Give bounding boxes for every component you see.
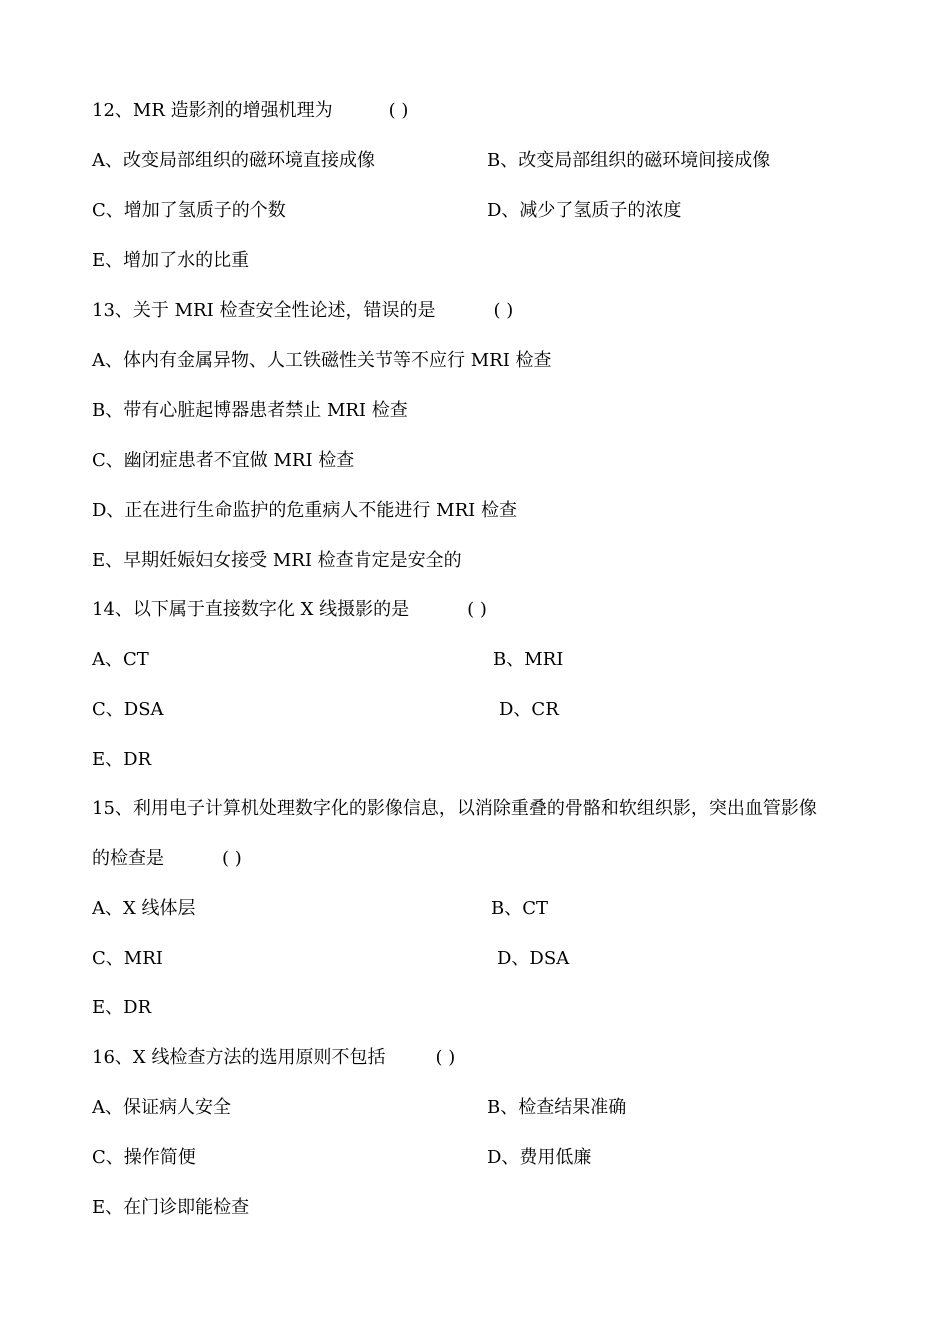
option-c: C、MRI <box>92 948 163 969</box>
option-c: C、增加了氢质子的个数 <box>92 200 286 221</box>
answer-parentheses: ( ) <box>388 100 409 121</box>
option-b: B、改变局部组织的磁环境间接成像 <box>487 150 771 171</box>
option-b: B、CT <box>491 898 549 919</box>
option-d: D、减少了氢质子的浓度 <box>487 200 682 221</box>
option-e: E、增加了水的比重 <box>92 250 250 271</box>
question-stem-text: 12、MR 造影剂的增强机理为 <box>92 100 333 121</box>
question-15-stem-line1: 15、利用电子计算机处理数字化的影像信息，以消除重叠的骨骼和软组织影，突出血管影像 <box>92 798 817 819</box>
option-e: E、DR <box>92 997 152 1018</box>
option-b: B、带有心脏起博器患者禁止 MRI 检查 <box>92 400 408 421</box>
option-a: A、体内有金属异物、人工铁磁性关节等不应行 MRI 检查 <box>92 350 552 371</box>
question-16-stem <box>92 1043 455 1073</box>
option-b: B、检查结果准确 <box>487 1097 627 1118</box>
question-13-stem <box>92 296 513 326</box>
option-a: A、CT <box>92 649 149 670</box>
option-c: C、DSA <box>92 699 164 720</box>
option-d: D、费用低廉 <box>487 1147 592 1168</box>
option-a: A、改变局部组织的磁环境直接成像 <box>92 150 375 171</box>
option-e: E、早期妊娠妇女接受 MRI 检查肯定是安全的 <box>92 550 462 571</box>
answer-parentheses: ( ) <box>435 1047 456 1068</box>
question-12-stem <box>92 96 408 126</box>
option-d: D、CR <box>499 699 559 720</box>
option-a: A、保证病人安全 <box>92 1097 231 1118</box>
option-d: D、DSA <box>497 948 570 969</box>
question-stem-text: 13、关于 MRI 检查安全性论述，错误的是 <box>92 300 436 321</box>
option-c: C、操作简便 <box>92 1147 196 1168</box>
answer-parentheses: ( ) <box>467 599 487 620</box>
question-14-stem <box>92 595 487 625</box>
option-e: E、DR <box>92 749 152 770</box>
question-stem-text: 的检查是 <box>92 848 164 869</box>
option-b: B、MRI <box>493 649 564 670</box>
question-stem-text: 14、以下属于直接数字化 X 线摄影的是 <box>92 599 410 620</box>
option-a: A、X 线体层 <box>92 898 196 919</box>
question-15-stem-line2 <box>92 844 242 874</box>
option-e: E、在门诊即能检查 <box>92 1197 250 1218</box>
option-c: C、幽闭症患者不宜做 MRI 检查 <box>92 450 355 471</box>
answer-parentheses: ( ) <box>222 848 242 869</box>
option-d: D、正在进行生命监护的危重病人不能进行 MRI 检查 <box>92 500 517 521</box>
question-stem-text: 16、X 线检查方法的选用原则不包括 <box>92 1047 386 1068</box>
answer-parentheses: ( ) <box>493 300 514 321</box>
